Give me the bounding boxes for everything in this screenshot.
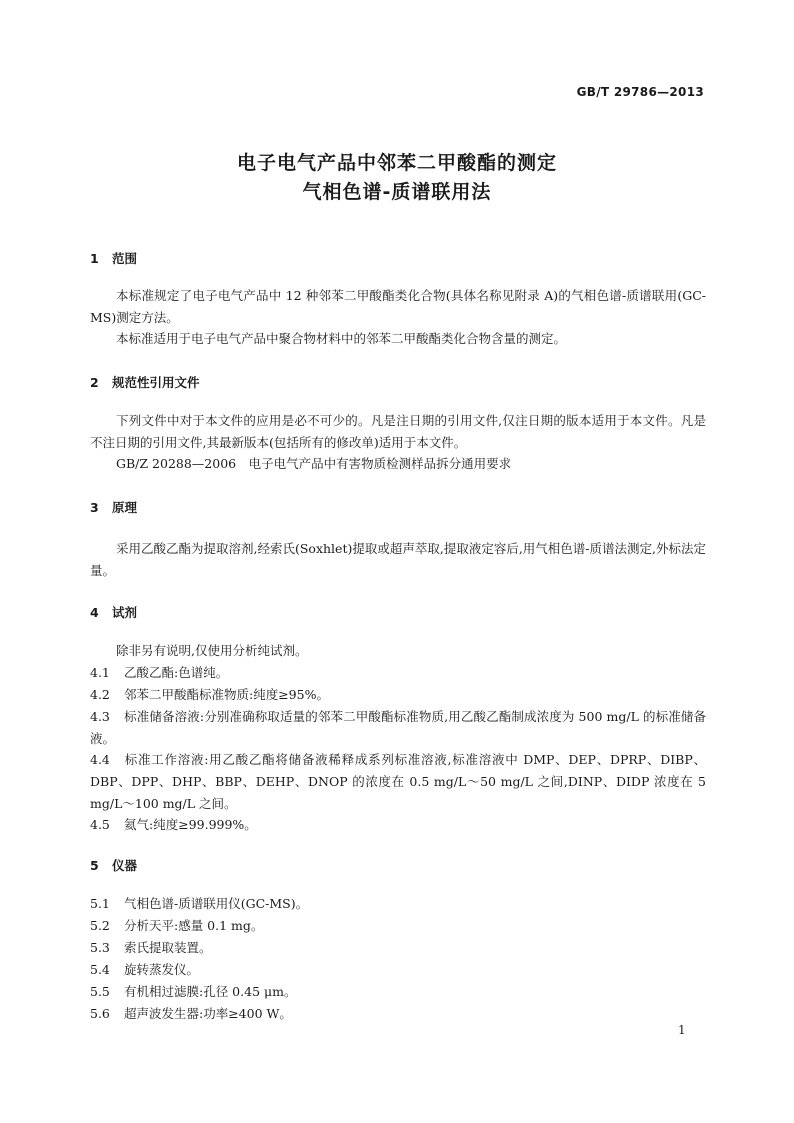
section-title: 规范性引用文件: [112, 375, 200, 390]
list-item: [90, 893, 706, 915]
item-text: 标准储备溶液:分别准确称取适量的邻苯二甲酸酯标准物质,用乙酸乙酯制成浓度为 500 mg/L 的标准储备液。: [90, 709, 706, 746]
item-text: 超声波发生器:功率≥400 W。: [124, 1006, 292, 1021]
item-text: 旋转蒸发仪。: [124, 962, 200, 977]
item-text: 邻苯二甲酸酯标准物质:纯度≥95%。: [124, 687, 329, 702]
section-number: 3: [90, 500, 99, 515]
section-heading-reagents: [90, 603, 137, 621]
list-item: [90, 814, 706, 836]
section-title: 范围: [112, 251, 138, 266]
section-heading-principle: [90, 498, 137, 516]
section-title: 仪器: [112, 858, 138, 873]
item-number: 5.5: [90, 984, 110, 999]
item-number: 4.5: [90, 817, 110, 832]
item-text: 气相色谱-质谱联用仪(GC-MS)。: [124, 896, 309, 911]
list-item: [90, 937, 706, 959]
list-item: [90, 706, 706, 750]
item-text: 有机相过滤膜:孔径 0.45 μm。: [124, 984, 297, 999]
item-text: 乙酸乙酯:色谱纯。: [124, 665, 229, 680]
list-item: [90, 915, 706, 937]
paragraph: 下列文件中对于本文件的应用是必不可少的。凡是注日期的引用文件,仅注日期的版本适用于本文件。凡是不注日期的引用文件,其最新版本(包括所有的修改单)适用于本文件。: [90, 413, 706, 450]
section-heading-apparatus: [90, 856, 137, 874]
list-item: [90, 1003, 706, 1025]
list-item: [90, 981, 706, 1003]
item-number: 4.3: [90, 709, 110, 724]
section-heading-scope: [90, 249, 137, 267]
item-number: 5.4: [90, 962, 110, 977]
section-number: 2: [90, 375, 99, 390]
standard-code: GB/T 29786—2013: [576, 85, 704, 99]
paragraph: 本标准规定了电子电气产品中 12 种邻苯二甲酸酯类化合物(具体名称见附录 A)的气相色谱-质谱联用(GC-MS)测定方法。: [90, 288, 706, 325]
list-item: [90, 662, 706, 684]
list-item: [90, 749, 706, 815]
list-item: [90, 684, 706, 706]
reference-entry: GB/Z 20288—2006 电子电气产品中有害物质检测样品拆分通用要求: [116, 456, 512, 471]
document-title-line2: 气相色谱-质谱联用法: [302, 181, 492, 203]
section-number: 1: [90, 251, 99, 266]
item-number: 5.1: [90, 896, 110, 911]
paragraph: 除非另有说明,仅使用分析纯试剂。: [116, 643, 308, 658]
item-number: 4.4: [90, 752, 110, 767]
paragraph: 采用乙酸乙酯为提取溶剂,经索氏(Soxhlet)提取或超声萃取,提取液定容后,用气相色谱-质谱法测定,外标法定量。: [90, 541, 706, 578]
page-number: 1: [678, 1023, 686, 1037]
section-number: 5: [90, 858, 99, 873]
item-number: 4.2: [90, 687, 110, 702]
item-text: 标准工作溶液:用乙酸乙酯将储备液稀释成系列标准溶液,标准溶液中 DMP、DEP、DPRP、DIBP、DBP、DPP、DHP、BBP、DEHP、DNOP 的浓度在 0.5 mg/L～50 mg/L 之间,DINP、DIDP 浓度在 5 mg/L～100 mg/L 之间。: [90, 752, 706, 811]
item-number: 4.1: [90, 665, 110, 680]
section-heading-normative-references: [90, 373, 200, 391]
paragraph: 本标准适用于电子电气产品中聚合物材料中的邻苯二甲酸酯类化合物含量的测定。: [116, 331, 567, 346]
section-title: 原理: [112, 500, 138, 515]
item-number: 5.6: [90, 1006, 110, 1021]
item-text: 索氏提取装置。: [124, 940, 212, 955]
item-text: 氦气:纯度≥99.999%。: [124, 817, 257, 832]
section-number: 4: [90, 605, 99, 620]
item-number: 5.3: [90, 940, 110, 955]
list-item: [90, 959, 706, 981]
item-number: 5.2: [90, 918, 110, 933]
item-text: 分析天平:感量 0.1 mg。: [124, 918, 264, 933]
section-title: 试剂: [112, 605, 138, 620]
document-title-line1: 电子电气产品中邻苯二甲酸酯的测定: [236, 152, 557, 174]
